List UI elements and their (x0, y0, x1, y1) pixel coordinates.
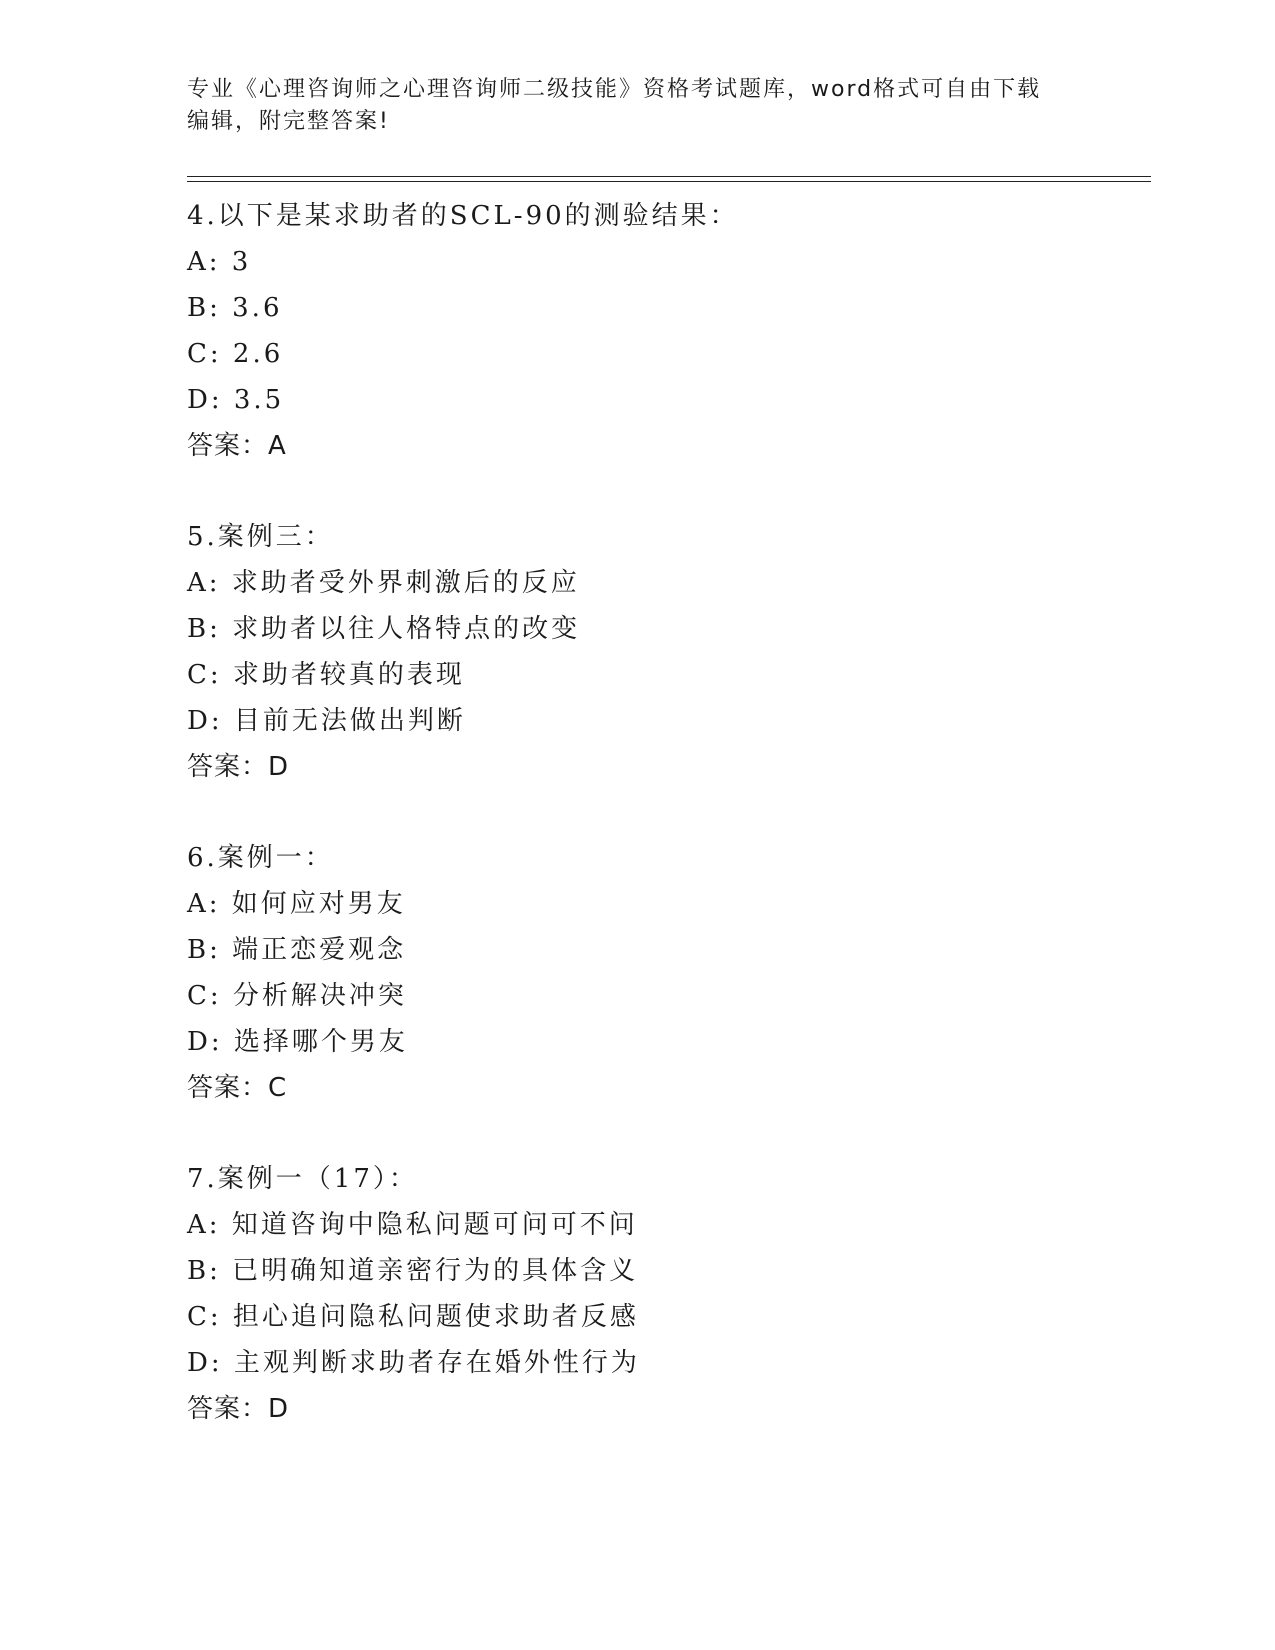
question-stem: 6.案例一： (187, 843, 334, 873)
option-a: A: 如何应对男友 (187, 889, 406, 919)
question-stem: 7.案例一（17）： (187, 1164, 418, 1194)
option-b: B: 3.6 (187, 293, 283, 323)
question-7 (187, 1156, 1087, 1432)
document-header (187, 74, 1067, 138)
question-stem: 4.以下是某求助者的SCL-90的测验结果： (187, 201, 739, 231)
option-d: D: 选择哪个男友 (187, 1027, 408, 1057)
question-5 (187, 514, 1087, 790)
option-a: A: 3 (187, 247, 252, 277)
option-b: B: 求助者以往人格特点的改变 (187, 614, 581, 644)
option-c: C: 分析解决冲突 (187, 981, 407, 1011)
question-4 (187, 193, 1087, 469)
option-c: C: 担心追问隐私问题使求助者反感 (187, 1302, 639, 1332)
answer-label: 答案：C (187, 1073, 288, 1103)
header-line-2: 编辑，附完整答案! (187, 109, 390, 134)
answer-label: 答案：A (187, 431, 287, 461)
option-b: B: 已明确知道亲密行为的具体含义 (187, 1256, 639, 1286)
option-c: C: 2.6 (187, 339, 284, 369)
option-d: D: 目前无法做出判断 (187, 706, 466, 736)
option-a: A: 知道咨询中隐私问题可问可不问 (187, 1210, 638, 1240)
header-divider-bottom (187, 181, 1151, 182)
header-line-1: 专业《心理咨询师之心理咨询师二级技能》资格考试题库，word格式可自由下载 (187, 77, 1042, 102)
option-d: D: 3.5 (187, 385, 285, 415)
option-d: D: 主观判断求助者存在婚外性行为 (187, 1348, 640, 1378)
option-c: C: 求助者较真的表现 (187, 660, 465, 690)
option-a: A: 求助者受外界刺激后的反应 (187, 568, 580, 598)
question-list (187, 193, 1087, 1477)
answer-label: 答案：D (187, 1394, 290, 1424)
question-stem: 5.案例三： (187, 522, 334, 552)
answer-label: 答案：D (187, 752, 290, 782)
header-divider-top (187, 176, 1151, 177)
question-6 (187, 835, 1087, 1111)
option-b: B: 端正恋爱观念 (187, 935, 407, 965)
